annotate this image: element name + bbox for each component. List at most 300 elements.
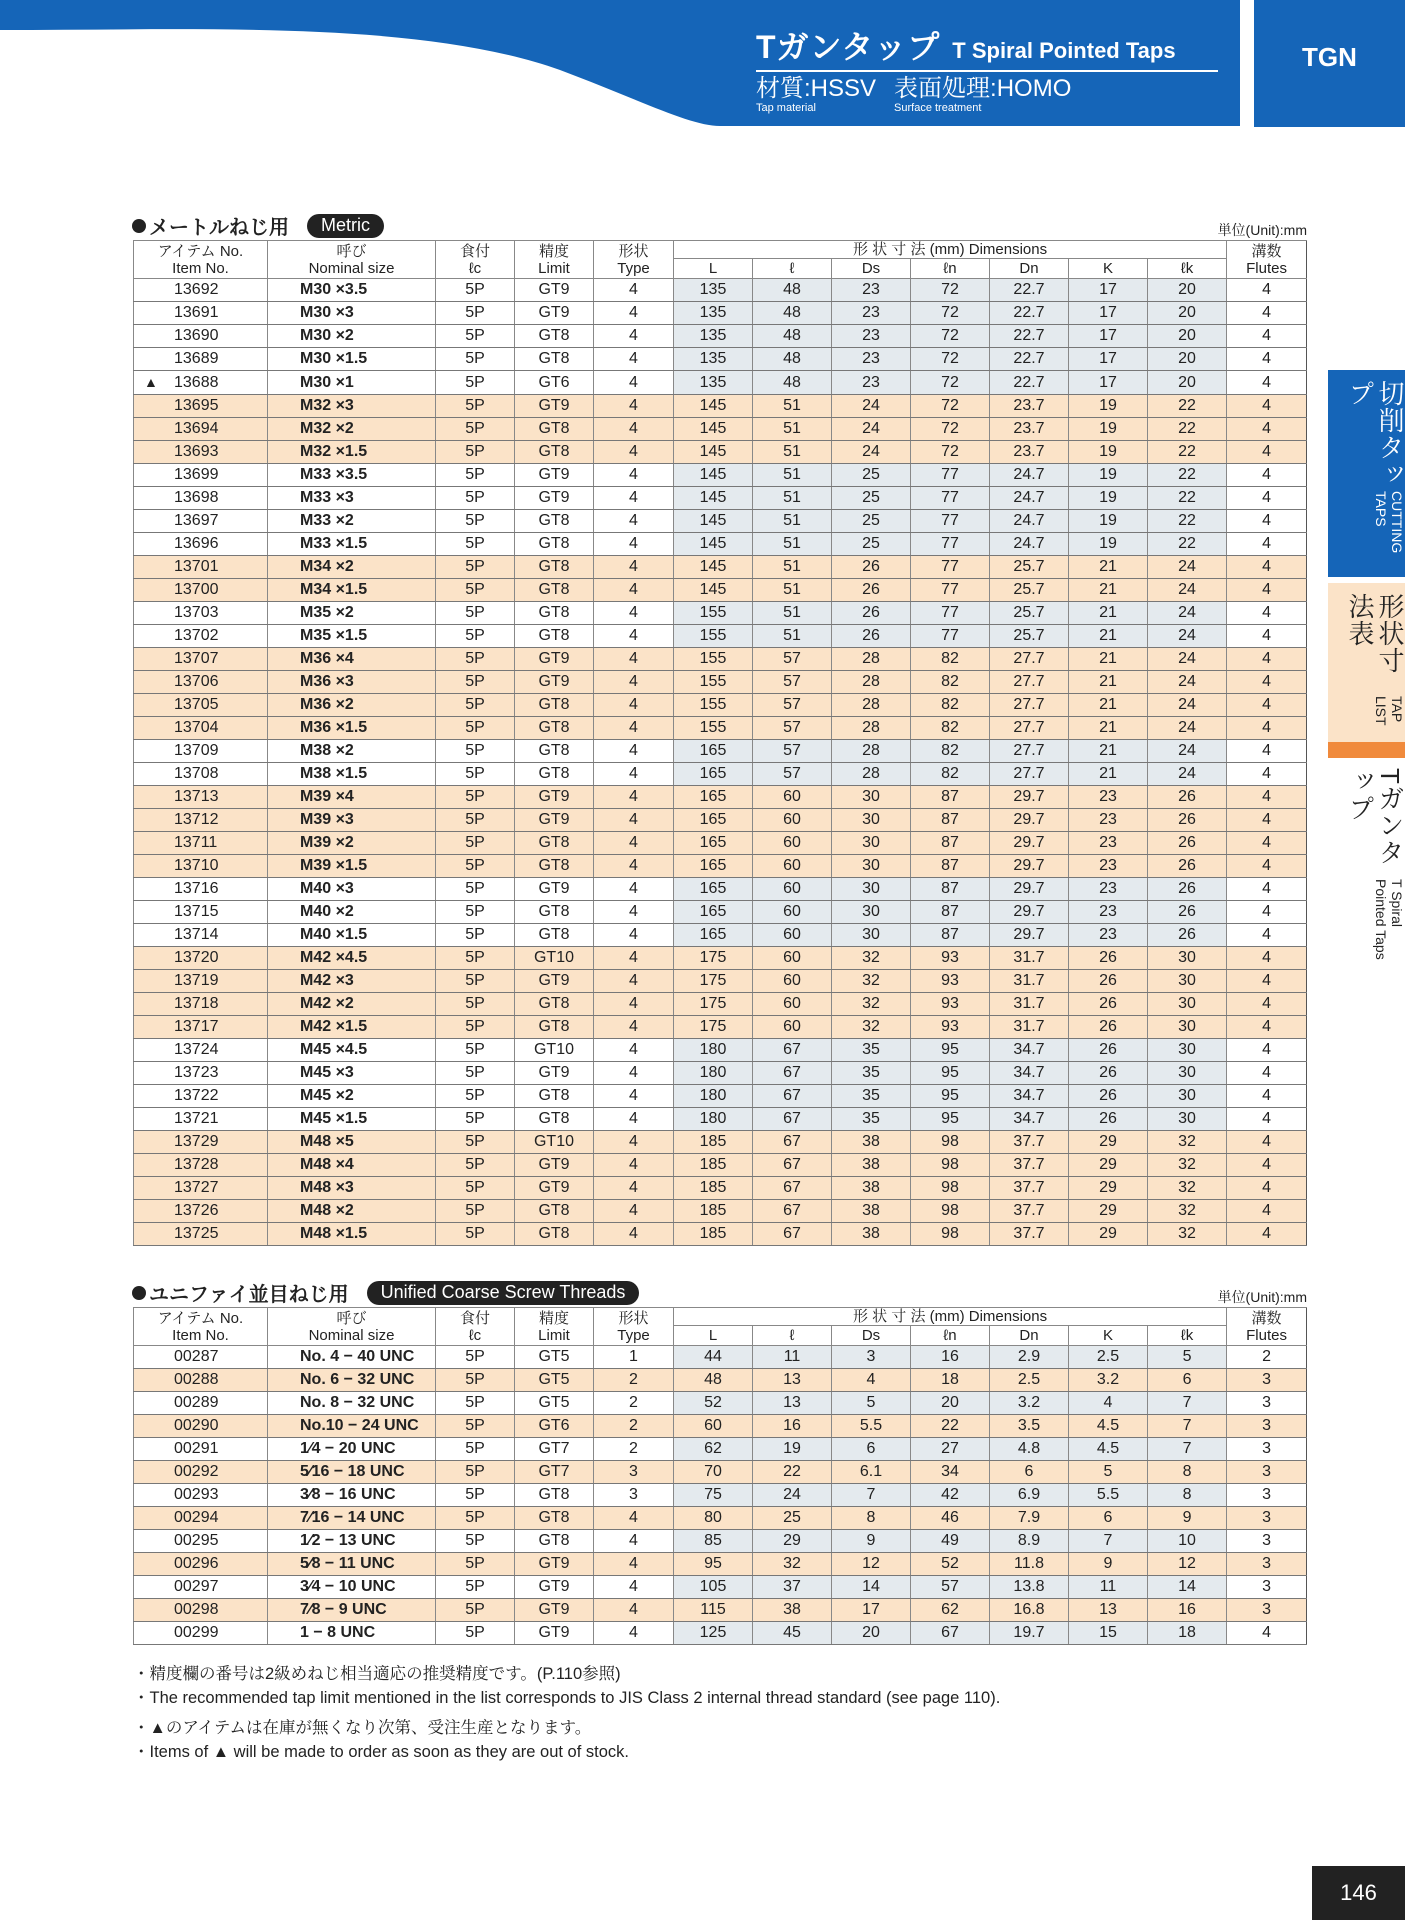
item-number: 13710 <box>174 857 219 874</box>
cell-L: 145 <box>674 395 753 418</box>
table-row <box>134 1039 1307 1062</box>
cell-Ds: 30 <box>832 855 911 878</box>
cell-type: 4 <box>594 671 674 694</box>
cell-l: 60 <box>753 970 832 993</box>
cell-chamfer: 5P <box>436 1507 515 1530</box>
cell-Dn: 2.5 <box>990 1369 1069 1392</box>
cell-nominal-size: M36 ×1.5 <box>268 717 436 740</box>
cell-Dn: 22.7 <box>990 325 1069 348</box>
table-row <box>134 947 1307 970</box>
cell-nominal-size: M30 ×1 <box>268 371 436 395</box>
cell-l: 48 <box>753 371 832 395</box>
cell-K: 19 <box>1069 441 1148 464</box>
cell-L: 145 <box>674 418 753 441</box>
item-number: 13711 <box>174 834 218 851</box>
cell-l: 67 <box>753 1062 832 1085</box>
cell-chamfer: 5P <box>436 855 515 878</box>
cell-chamfer: 5P <box>436 671 515 694</box>
item-number: 13696 <box>174 535 219 552</box>
cell-K: 23 <box>1069 901 1148 924</box>
col-chamfer: 食付 ℓc <box>436 241 515 279</box>
cell-chamfer: 5P <box>436 970 515 993</box>
cell-l: 60 <box>753 786 832 809</box>
cell-limit: GT9 <box>515 1599 594 1622</box>
cell-limit: GT8 <box>515 533 594 556</box>
cell-K: 29 <box>1069 1177 1148 1200</box>
cell-type: 4 <box>594 740 674 763</box>
cell-L: 145 <box>674 510 753 533</box>
item-number: 13729 <box>174 1133 219 1150</box>
cell-limit: GT8 <box>515 1507 594 1530</box>
cell-Ds: 35 <box>832 1062 911 1085</box>
bullet-icon <box>132 1286 146 1300</box>
item-number: 13726 <box>174 1202 219 1219</box>
cell-flutes: 4 <box>1227 671 1307 694</box>
cell-limit: GT8 <box>515 1108 594 1131</box>
cell-ln: 34 <box>911 1461 990 1484</box>
cell-L: 165 <box>674 809 753 832</box>
cell-type: 3 <box>594 1461 674 1484</box>
cell-lk: 5 <box>1148 1346 1227 1369</box>
material-label: 材質:HSSV <box>756 75 877 102</box>
cell-K: 17 <box>1069 302 1148 325</box>
table-row <box>134 1461 1307 1484</box>
cell-flutes: 4 <box>1227 556 1307 579</box>
cell-type: 4 <box>594 993 674 1016</box>
cell-chamfer: 5P <box>436 924 515 947</box>
side-cutting-en: CUTTING TAPS <box>1373 491 1405 554</box>
cell-L: 60 <box>674 1415 753 1438</box>
cell-ln: 18 <box>911 1369 990 1392</box>
cell-nominal-size: M40 ×1.5 <box>268 924 436 947</box>
cell-lk: 24 <box>1148 763 1227 786</box>
cell-K: 15 <box>1069 1622 1148 1645</box>
cell-nominal-size: M36 ×3 <box>268 671 436 694</box>
cell-lk: 32 <box>1148 1200 1227 1223</box>
cell-flutes: 4 <box>1227 878 1307 901</box>
table-row <box>134 1131 1307 1154</box>
cell-item-no <box>134 671 268 694</box>
table-row <box>134 1200 1307 1223</box>
cell-flutes: 3 <box>1227 1576 1307 1599</box>
cell-ln: 82 <box>911 694 990 717</box>
cell-ln: 72 <box>911 441 990 464</box>
cell-L: 175 <box>674 947 753 970</box>
cell-nominal-size: M48 ×4 <box>268 1154 436 1177</box>
cell-lk: 30 <box>1148 1039 1227 1062</box>
table-row <box>134 1392 1307 1415</box>
cell-nominal-size: 3⁄4 − 10 UNC <box>268 1576 436 1599</box>
cell-flutes: 4 <box>1227 832 1307 855</box>
cell-ln: 52 <box>911 1553 990 1576</box>
cell-chamfer: 5P <box>436 1438 515 1461</box>
cell-nominal-size: M48 ×2 <box>268 1200 436 1223</box>
cell-nominal-size: M38 ×2 <box>268 740 436 763</box>
item-number: 13714 <box>174 926 219 943</box>
cell-Dn: 22.7 <box>990 302 1069 325</box>
cell-L: 185 <box>674 1154 753 1177</box>
cell-nominal-size: M32 ×1.5 <box>268 441 436 464</box>
cell-l: 48 <box>753 325 832 348</box>
cell-L: 135 <box>674 325 753 348</box>
table-row <box>134 1599 1307 1622</box>
side-nav-t-spiral-pointed-taps[interactable] <box>1328 758 1405 978</box>
cell-item-no <box>134 924 268 947</box>
cell-Dn: 25.7 <box>990 625 1069 648</box>
cell-l: 22 <box>753 1461 832 1484</box>
item-number: 13706 <box>174 673 219 690</box>
cell-flutes: 3 <box>1227 1415 1307 1438</box>
cell-K: 19 <box>1069 464 1148 487</box>
cell-lk: 30 <box>1148 1016 1227 1039</box>
cell-lk: 24 <box>1148 602 1227 625</box>
cell-ln: 77 <box>911 556 990 579</box>
cell-ln: 72 <box>911 395 990 418</box>
cell-lk: 22 <box>1148 464 1227 487</box>
cell-Dn: 25.7 <box>990 579 1069 602</box>
cell-ln: 98 <box>911 1154 990 1177</box>
cell-limit: GT9 <box>515 786 594 809</box>
col-dimensions: 形 状 寸 法 (mm) Dimensions <box>674 1308 1227 1326</box>
cell-K: 26 <box>1069 1039 1148 1062</box>
table-row <box>134 1415 1307 1438</box>
cell-L: 175 <box>674 1016 753 1039</box>
cell-type: 4 <box>594 1576 674 1599</box>
cell-type: 4 <box>594 901 674 924</box>
out-of-stock-triangle-icon: ▲ <box>144 374 158 390</box>
cell-L: 115 <box>674 1599 753 1622</box>
cell-ln: 72 <box>911 371 990 395</box>
cell-Ds: 12 <box>832 1553 911 1576</box>
cell-limit: GT10 <box>515 947 594 970</box>
cell-nominal-size: M48 ×5 <box>268 1131 436 1154</box>
cell-ln: 87 <box>911 786 990 809</box>
cell-item-no <box>134 763 268 786</box>
cell-Ds: 23 <box>832 371 911 395</box>
cell-l: 57 <box>753 671 832 694</box>
cell-Ds: 28 <box>832 740 911 763</box>
cell-K: 26 <box>1069 1062 1148 1085</box>
table-row <box>134 717 1307 740</box>
cell-item-no <box>134 1553 268 1576</box>
cell-lk: 7 <box>1148 1415 1227 1438</box>
cell-flutes: 4 <box>1227 602 1307 625</box>
cell-lk: 26 <box>1148 855 1227 878</box>
cell-type: 2 <box>594 1415 674 1438</box>
cell-flutes: 4 <box>1227 418 1307 441</box>
cell-flutes: 4 <box>1227 1223 1307 1246</box>
cell-item-no <box>134 1484 268 1507</box>
cell-limit: GT9 <box>515 464 594 487</box>
col-Dn: Dn <box>990 1326 1069 1346</box>
cell-flutes: 4 <box>1227 1200 1307 1223</box>
cell-Ds: 26 <box>832 602 911 625</box>
cell-ln: 93 <box>911 993 990 1016</box>
table-row <box>134 763 1307 786</box>
cell-chamfer: 5P <box>436 441 515 464</box>
table-row <box>134 1177 1307 1200</box>
cell-l: 45 <box>753 1622 832 1645</box>
side-taplist-en: TAP LIST <box>1373 695 1405 726</box>
cell-flutes: 4 <box>1227 809 1307 832</box>
cell-ln: 77 <box>911 602 990 625</box>
cell-Ds: 38 <box>832 1154 911 1177</box>
cell-type: 4 <box>594 1062 674 1085</box>
cell-L: 165 <box>674 763 753 786</box>
cell-Ds: 23 <box>832 325 911 348</box>
cell-nominal-size: M36 ×2 <box>268 694 436 717</box>
cell-lk: 32 <box>1148 1131 1227 1154</box>
cell-ln: 16 <box>911 1346 990 1369</box>
table-row <box>134 1553 1307 1576</box>
cell-Dn: 29.7 <box>990 832 1069 855</box>
cell-ln: 87 <box>911 878 990 901</box>
table-row <box>134 855 1307 878</box>
cell-chamfer: 5P <box>436 1108 515 1131</box>
item-number: 13694 <box>174 420 219 437</box>
item-number: 13698 <box>174 489 219 506</box>
cell-nominal-size: M40 ×3 <box>268 878 436 901</box>
cell-K: 11 <box>1069 1576 1148 1599</box>
cell-nominal-size: M45 ×1.5 <box>268 1108 436 1131</box>
cell-lk: 20 <box>1148 325 1227 348</box>
item-number: 13701 <box>174 558 219 575</box>
item-number: 13718 <box>174 995 219 1012</box>
item-number: 13697 <box>174 512 219 529</box>
cell-Ds: 17 <box>832 1599 911 1622</box>
side-nav-tap-list[interactable] <box>1328 577 1405 742</box>
table-row <box>134 878 1307 901</box>
side-tgan-jp: Tガンタップ <box>1345 768 1405 866</box>
cell-K: 17 <box>1069 325 1148 348</box>
cell-Ds: 30 <box>832 901 911 924</box>
table-row <box>134 1062 1307 1085</box>
cell-item-no <box>134 625 268 648</box>
cell-chamfer: 5P <box>436 625 515 648</box>
cell-limit: GT7 <box>515 1461 594 1484</box>
cell-l: 67 <box>753 1177 832 1200</box>
metric-table-body <box>134 279 1307 1246</box>
col-Ds: Ds <box>832 259 911 279</box>
cell-l: 60 <box>753 947 832 970</box>
cell-Ds: 32 <box>832 1016 911 1039</box>
cell-type: 4 <box>594 325 674 348</box>
cell-ln: 93 <box>911 947 990 970</box>
cell-nominal-size: M42 ×2 <box>268 993 436 1016</box>
table-row <box>134 371 1307 395</box>
table-row <box>134 993 1307 1016</box>
cell-flutes: 4 <box>1227 487 1307 510</box>
table-row <box>134 832 1307 855</box>
cell-chamfer: 5P <box>436 1553 515 1576</box>
cell-ln: 62 <box>911 1599 990 1622</box>
cell-K: 17 <box>1069 348 1148 371</box>
cell-ln: 82 <box>911 717 990 740</box>
cell-item-no <box>134 1392 268 1415</box>
cell-ln: 42 <box>911 1484 990 1507</box>
cell-limit: GT8 <box>515 441 594 464</box>
cell-Ds: 9 <box>832 1530 911 1553</box>
table-row <box>134 418 1307 441</box>
cell-flutes: 4 <box>1227 947 1307 970</box>
cell-L: 135 <box>674 371 753 395</box>
cell-Ds: 30 <box>832 878 911 901</box>
table-row <box>134 325 1307 348</box>
cell-flutes: 4 <box>1227 786 1307 809</box>
item-number: 13709 <box>174 742 219 759</box>
cell-lk: 32 <box>1148 1223 1227 1246</box>
cell-ln: 77 <box>911 487 990 510</box>
side-nav-cutting-taps[interactable] <box>1328 370 1405 577</box>
cell-limit: GT7 <box>515 1438 594 1461</box>
cell-type: 4 <box>594 648 674 671</box>
cell-K: 17 <box>1069 371 1148 395</box>
cell-chamfer: 5P <box>436 1622 515 1645</box>
cell-L: 145 <box>674 487 753 510</box>
cell-l: 60 <box>753 855 832 878</box>
cell-nominal-size: M33 ×1.5 <box>268 533 436 556</box>
cell-lk: 7 <box>1148 1438 1227 1461</box>
cell-Ds: 30 <box>832 924 911 947</box>
surface-label: 表面処理:HOMO <box>894 75 1072 102</box>
cell-item-no <box>134 648 268 671</box>
cell-chamfer: 5P <box>436 533 515 556</box>
cell-nominal-size: M32 ×3 <box>268 395 436 418</box>
item-number: 00296 <box>174 1555 219 1572</box>
cell-limit: GT8 <box>515 1016 594 1039</box>
table-row <box>134 1438 1307 1461</box>
cell-chamfer: 5P <box>436 763 515 786</box>
cell-limit: GT8 <box>515 348 594 371</box>
cell-nominal-size: 7⁄8 − 9 UNC <box>268 1599 436 1622</box>
cell-nominal-size: M33 ×3 <box>268 487 436 510</box>
cell-L: 145 <box>674 579 753 602</box>
cell-Dn: 27.7 <box>990 763 1069 786</box>
cell-item-no <box>134 832 268 855</box>
cell-flutes: 3 <box>1227 1484 1307 1507</box>
cell-Ds: 32 <box>832 970 911 993</box>
cell-lk: 26 <box>1148 878 1227 901</box>
item-number: 13721 <box>174 1110 219 1127</box>
table-row <box>134 786 1307 809</box>
cell-Ds: 6 <box>832 1438 911 1461</box>
cell-L: 165 <box>674 855 753 878</box>
cell-K: 23 <box>1069 855 1148 878</box>
cell-flutes: 3 <box>1227 1438 1307 1461</box>
cell-l: 48 <box>753 279 832 302</box>
cell-Ds: 25 <box>832 533 911 556</box>
cell-nominal-size: M45 ×3 <box>268 1062 436 1085</box>
col-chamfer: 食付 ℓc <box>436 1308 515 1346</box>
cell-item-no <box>134 1154 268 1177</box>
cell-L: 95 <box>674 1553 753 1576</box>
cell-limit: GT9 <box>515 487 594 510</box>
cell-lk: 22 <box>1148 533 1227 556</box>
cell-lk: 22 <box>1148 395 1227 418</box>
cell-Dn: 11.8 <box>990 1553 1069 1576</box>
surface-sub: Surface treatment <box>894 102 982 114</box>
cell-l: 51 <box>753 602 832 625</box>
cell-nominal-size: M35 ×1.5 <box>268 625 436 648</box>
cell-K: 26 <box>1069 1016 1148 1039</box>
table-row <box>134 1507 1307 1530</box>
cell-chamfer: 5P <box>436 1085 515 1108</box>
cell-flutes: 4 <box>1227 1108 1307 1131</box>
cell-Ds: 14 <box>832 1576 911 1599</box>
table-row <box>134 395 1307 418</box>
side-nav-divider <box>1328 742 1405 758</box>
cell-lk: 26 <box>1148 901 1227 924</box>
cell-Dn: 7.9 <box>990 1507 1069 1530</box>
cell-lk: 22 <box>1148 487 1227 510</box>
cell-L: 75 <box>674 1484 753 1507</box>
metric-section-heading <box>132 211 384 240</box>
side-cutting-jp: 切削タップ <box>1345 380 1405 488</box>
col-nominal-size: 呼び Nominal size <box>268 241 436 279</box>
note-stock-jp: ・▲のアイテムは在庫が無くなり次第、受注生産となります。 <box>133 1719 592 1737</box>
cell-Dn: 27.7 <box>990 717 1069 740</box>
cell-nominal-size: No. 4 − 40 UNC <box>268 1346 436 1369</box>
cell-limit: GT9 <box>515 809 594 832</box>
cell-ln: 95 <box>911 1039 990 1062</box>
cell-L: 165 <box>674 878 753 901</box>
cell-L: 185 <box>674 1131 753 1154</box>
cell-Dn: 27.7 <box>990 740 1069 763</box>
cell-lk: 20 <box>1148 279 1227 302</box>
cell-nominal-size: 1⁄2 − 13 UNC <box>268 1530 436 1553</box>
cell-ln: 82 <box>911 671 990 694</box>
cell-Dn: 22.7 <box>990 279 1069 302</box>
cell-type: 4 <box>594 348 674 371</box>
cell-Ds: 38 <box>832 1223 911 1246</box>
cell-L: 180 <box>674 1108 753 1131</box>
cell-Dn: 29.7 <box>990 786 1069 809</box>
cell-item-no <box>134 579 268 602</box>
cell-Ds: 4 <box>832 1369 911 1392</box>
cell-ln: 72 <box>911 279 990 302</box>
table-row <box>134 348 1307 371</box>
cell-l: 25 <box>753 1507 832 1530</box>
cell-type: 4 <box>594 786 674 809</box>
cell-Ds: 20 <box>832 1622 911 1645</box>
cell-type: 4 <box>594 809 674 832</box>
table-row <box>134 1576 1307 1599</box>
table-row <box>134 809 1307 832</box>
cell-type: 4 <box>594 694 674 717</box>
cell-item-no <box>134 279 268 302</box>
cell-Ds: 8 <box>832 1507 911 1530</box>
cell-limit: GT9 <box>515 1062 594 1085</box>
cell-lk: 24 <box>1148 671 1227 694</box>
cell-ln: 87 <box>911 832 990 855</box>
cell-Dn: 27.7 <box>990 694 1069 717</box>
cell-flutes: 3 <box>1227 1392 1307 1415</box>
cell-nominal-size: M42 ×4.5 <box>268 947 436 970</box>
cell-item-no <box>134 809 268 832</box>
table-row <box>134 924 1307 947</box>
cell-chamfer: 5P <box>436 1461 515 1484</box>
cell-flutes: 4 <box>1227 510 1307 533</box>
cell-lk: 9 <box>1148 1507 1227 1530</box>
item-number: 13704 <box>174 719 219 736</box>
cell-Ds: 35 <box>832 1085 911 1108</box>
cell-type: 4 <box>594 418 674 441</box>
cell-item-no <box>134 510 268 533</box>
cell-Dn: 24.7 <box>990 487 1069 510</box>
cell-Dn: 13.8 <box>990 1576 1069 1599</box>
cell-flutes: 3 <box>1227 1599 1307 1622</box>
note-limit-jp: ・精度欄の番号は2級めねじ相当適応の推奨精度です。(P.110参照) <box>133 1665 621 1683</box>
